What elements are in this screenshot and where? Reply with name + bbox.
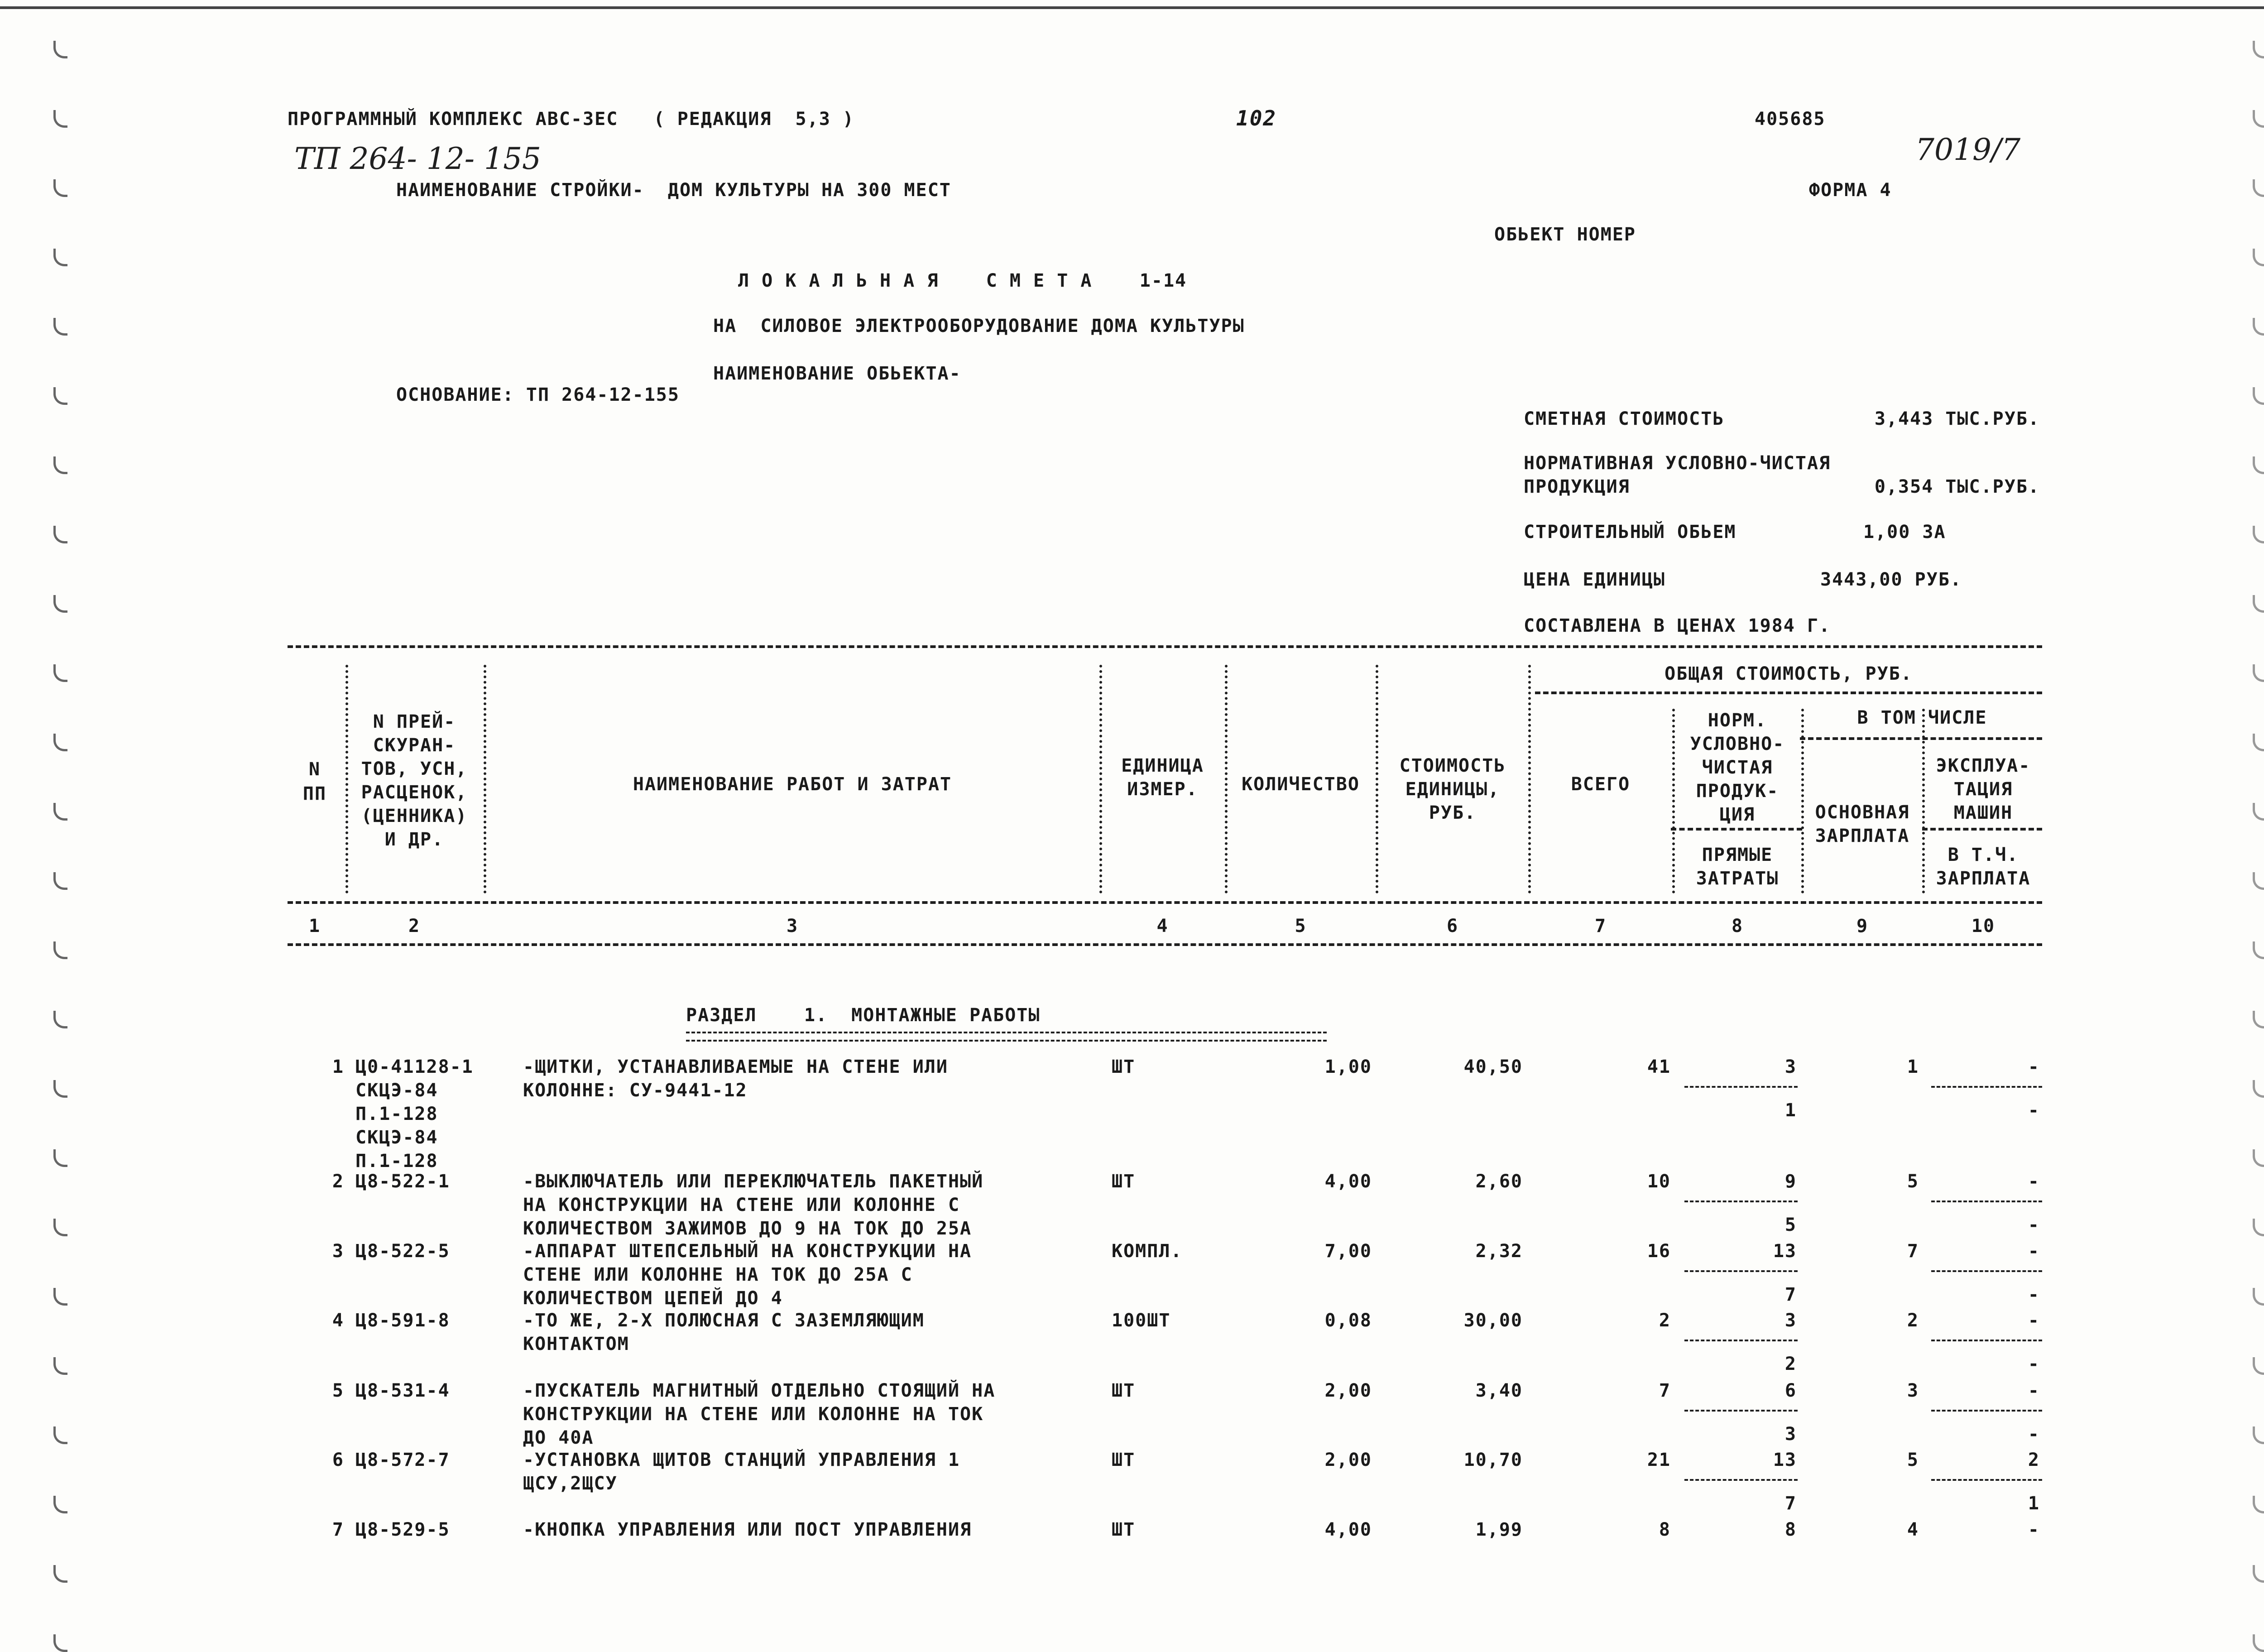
row-code: Ц8-531-4 [355, 1380, 450, 1401]
row-norm-production: 9 [1784, 1171, 1797, 1192]
row-sub-rule [1684, 1201, 1798, 1202]
section-underline [686, 1032, 1327, 1042]
object-name: НАИМЕНОВАНИЕ ОБЬЕКТА- [713, 363, 961, 384]
perforation-hole [2253, 249, 2264, 266]
row-total: 41 [1647, 1057, 1671, 1077]
perforation-hole [53, 664, 67, 682]
perforation-hole [2253, 41, 2264, 58]
perforation-hole [2253, 456, 2264, 474]
column-number: 4 [1156, 916, 1169, 936]
column-number: 1 [308, 916, 321, 936]
perforation-hole [2253, 595, 2264, 613]
perforation-hole [2253, 110, 2264, 128]
perforation-hole [53, 1565, 67, 1583]
perforation-hole [53, 803, 67, 821]
row-quantity: 0,08 [1324, 1310, 1372, 1331]
row-machinery-wage: - [2028, 1284, 2040, 1305]
row-work-name: -УСТАНОВКА ЩИТОВ СТАНЦИЙ УПРАВЛЕНИЯ 1 ЩСУ,2ЩСУ [523, 1450, 960, 1494]
row-sub-rule [1931, 1086, 2042, 1088]
perforation-hole [53, 1496, 67, 1513]
row-number: 3 [332, 1241, 344, 1262]
perforation-hole [2253, 1357, 2264, 1375]
perforation-hole [53, 595, 67, 613]
paper-top-edge [0, 6, 2264, 9]
perforation-hole [53, 1634, 67, 1652]
normative-production-label: НОРМАТИВНАЯ УСЛОВНО-ЧИСТАЯ [1524, 453, 1831, 474]
row-base-wage: 7 [1907, 1241, 1919, 1262]
row-unit-cost: 40,50 [1463, 1057, 1523, 1077]
col-header-unit: ЕДИНИЦА ИЗМЕР. [1121, 755, 1204, 800]
column-number: 9 [1856, 916, 1869, 936]
perforation-hole [53, 1149, 67, 1167]
perforation-hole [2253, 526, 2264, 543]
perforation-hole [2253, 872, 2264, 890]
row-sub-rule [1684, 1086, 1798, 1088]
perforation-hole [2253, 1426, 2264, 1444]
column-number: 10 [1971, 916, 1995, 936]
row-total: 21 [1647, 1450, 1671, 1470]
row-work-name: -ПУСКАТЕЛЬ МАГНИТНЫЙ ОТДЕЛЬНО СТОЯЩИЙ НА КОНСТРУКЦИИ НА СТЕНЕ ИЛИ КОЛОННЕ НА ТОК ДО 40А [523, 1380, 996, 1448]
row-machinery: - [2028, 1241, 2040, 1262]
column-number: 2 [408, 916, 421, 936]
col-header-unit-cost: СТОИМОСТЬ ЕДИНИЦЫ, РУБ. [1399, 755, 1506, 823]
perforation-hole [2253, 664, 2264, 682]
row-norm-production: 6 [1784, 1380, 1797, 1401]
perforation-hole [53, 318, 67, 336]
column-number: 6 [1446, 916, 1459, 936]
row-sub-rule [1931, 1340, 2042, 1341]
row-quantity: 2,00 [1324, 1380, 1372, 1401]
perforation-hole [53, 1288, 67, 1306]
row-direct-costs: 3 [1784, 1424, 1797, 1445]
row-sub-rule [1931, 1410, 2042, 1412]
row-base-wage: 2 [1907, 1310, 1919, 1331]
perforation-hole [53, 110, 67, 128]
program-line: ПРОГРАММНЫЙ КОМПЛЕКС АВС-3ЕС ( РЕДАКЦИЯ 5,3 ) [288, 109, 854, 130]
col-header-norm-production: НОРМ. УСЛОВНО- ЧИСТАЯ ПРОДУК- ЦИЯ [1690, 710, 1785, 825]
row-unit: 100ШТ [1112, 1310, 1171, 1331]
row-machinery-wage: - [2028, 1354, 2040, 1374]
col-header-machinery-wage: В Т.Ч. ЗАРПЛАТА [1936, 845, 2031, 889]
row-unit: ШТ [1112, 1171, 1136, 1192]
row-unit: ШТ [1112, 1450, 1136, 1470]
row-code: Ц8-522-5 [355, 1241, 450, 1262]
perforation-hole [53, 41, 67, 58]
row-total: 8 [1659, 1519, 1671, 1540]
col-header-code: N ПРЕЙ- СКУРАН- ТОВ, УСН, РАСЦЕНОК, (ЦЕННИКА) И ДР. [361, 711, 468, 850]
perforation-hole [53, 1357, 67, 1375]
row-quantity: 7,00 [1324, 1241, 1372, 1262]
row-sub-rule [1931, 1270, 2042, 1272]
document-subtitle: НА СИЛОВОЕ ЭЛЕКТРООБОРУДОВАНИЕ ДОМА КУЛЬТУРЫ [713, 316, 1245, 336]
col-header-including: В ТОМ ЧИСЛЕ [1857, 707, 1987, 728]
row-base-wage: 3 [1907, 1380, 1919, 1401]
incl-rule [1800, 737, 2042, 740]
estimated-cost-value: 3,443 ТЫС.РУБ. [1874, 408, 2040, 429]
row-code: Ц8-529-5 [355, 1519, 450, 1540]
perforation-hole [53, 387, 67, 405]
perforation-hole [2253, 1149, 2264, 1167]
row-machinery: - [2028, 1380, 2040, 1401]
column-separator [484, 665, 486, 893]
perforation-hole [2253, 1219, 2264, 1236]
row-base-wage: 5 [1907, 1450, 1919, 1470]
row-sub-rule [1684, 1340, 1798, 1341]
row-number: 1 [332, 1057, 344, 1077]
row-unit: ШТ [1112, 1380, 1136, 1401]
row-number: 2 [332, 1171, 344, 1192]
perforation-hole [2253, 1011, 2264, 1028]
row-machinery-wage: - [2028, 1215, 2040, 1235]
object-number: ОБЬЕКТ НОМЕР [1494, 224, 1636, 245]
column-number: 7 [1594, 916, 1607, 936]
perforation-hole [53, 526, 67, 543]
perforation-hole [53, 1080, 67, 1098]
perforation-hole [53, 249, 67, 266]
construction-name: НАИМЕНОВАНИЕ СТРОЙКИ- ДОМ КУЛЬТУРЫ НА 300 МЕСТ [396, 180, 951, 201]
row-code: Ц8-572-7 [355, 1450, 450, 1470]
norm-sub-rule [1671, 828, 1802, 831]
row-work-name: -ТО ЖЕ, 2-Х ПОЛЮСНАЯ С ЗАЗЕМЛЯЮЩИМ КОНТАКТОМ [523, 1310, 925, 1354]
row-unit: ШТ [1112, 1519, 1136, 1540]
header-bottom-rule [288, 901, 2042, 904]
row-direct-costs: 5 [1784, 1215, 1797, 1235]
col-header-number: N ПП [302, 759, 327, 804]
row-direct-costs: 7 [1784, 1493, 1797, 1514]
col-header-total-cost: ОБЩАЯ СТОИМОСТЬ, РУБ. [1664, 663, 1913, 684]
row-code: Ц8-522-1 [355, 1171, 450, 1192]
column-numbers-rule [288, 943, 2042, 946]
building-volume-label: СТРОИТЕЛЬНЫЙ ОБЬЕМ [1524, 522, 1736, 543]
page-number: 102 [1236, 106, 1277, 130]
perforation-hole [53, 1219, 67, 1236]
unit-price-label: ЦЕНА ЕДИНИЦЫ [1524, 569, 1665, 590]
row-unit-cost: 2,60 [1475, 1171, 1523, 1192]
row-total: 7 [1659, 1380, 1671, 1401]
perforation-hole [2253, 179, 2264, 197]
perforation-hole [2253, 1288, 2264, 1306]
perforation-hole [53, 456, 67, 474]
row-norm-production: 13 [1773, 1241, 1797, 1262]
perforation-hole [2253, 1565, 2264, 1583]
perforation-hole [2253, 1634, 2264, 1652]
row-work-name: -ЩИТКИ, УСТАНАВЛИВАЕМЫЕ НА СТЕНЕ ИЛИ КОЛОННЕ: СУ-9441-12 [523, 1057, 948, 1101]
row-norm-production: 3 [1784, 1310, 1797, 1331]
row-machinery-wage: 1 [2028, 1493, 2040, 1514]
row-code: Ц8-591-8 [355, 1310, 450, 1331]
perforation-hole [2253, 318, 2264, 336]
col-header-quantity: КОЛИЧЕСТВО [1242, 774, 1360, 795]
col-header-base-wage: ОСНОВНАЯ ЗАРПЛАТА [1815, 802, 1910, 846]
unit-price-value: 3443,00 РУБ. [1820, 569, 1962, 590]
col-header-name: НАИМЕНОВАНИЕ РАБОТ И ЗАТРАТ [633, 774, 952, 795]
column-number: 5 [1295, 916, 1307, 936]
row-quantity: 1,00 [1324, 1057, 1372, 1077]
col-header-machinery: ЭКСПЛУА- ТАЦИЯ МАШИН [1936, 755, 2031, 823]
perforation-hole [53, 872, 67, 890]
document-title: Л О К А Л Ь Н А Я С М Е Т А 1-14 [738, 270, 1187, 291]
estimated-cost-label: СМЕТНАЯ СТОИМОСТЬ [1524, 408, 1725, 429]
row-machinery: - [2028, 1171, 2040, 1192]
handwritten-project-code: ТП 264- 12- 155 [294, 141, 542, 176]
row-sub-rule [1684, 1270, 1798, 1272]
row-base-wage: 4 [1907, 1519, 1919, 1540]
table-top-rule [288, 645, 2042, 648]
row-work-name: -ВЫКЛЮЧАТЕЛЬ ИЛИ ПЕРЕКЛЮЧАТЕЛЬ ПАКЕТНЫЙ НА КОНСТРУКЦИИ НА СТЕНЕ ИЛИ КОЛОННЕ С КОЛИЧЕСТВОМ ЗАЖИМОВ ДО 9 НА ТОК ДО 25А [523, 1171, 984, 1239]
perforation-hole [53, 734, 67, 751]
perforation-hole [53, 179, 67, 197]
row-machinery-wage: - [2028, 1100, 2040, 1121]
row-machinery: - [2028, 1519, 2040, 1540]
column-separator [1099, 665, 1102, 893]
row-base-wage: 5 [1907, 1171, 1919, 1192]
row-unit-cost: 10,70 [1463, 1450, 1523, 1470]
perforation-hole [2253, 734, 2264, 751]
row-unit-cost: 1,99 [1475, 1519, 1523, 1540]
col-header-total: ВСЕГО [1571, 774, 1631, 795]
perforation-hole [2253, 941, 2264, 959]
perforation-hole [53, 1426, 67, 1444]
row-sub-rule [1931, 1479, 2042, 1481]
row-total: 16 [1647, 1241, 1671, 1262]
row-unit: ШТ [1112, 1057, 1136, 1077]
perforation-hole [2253, 1080, 2264, 1098]
mach-sub-rule [1922, 828, 2042, 831]
row-direct-costs: 2 [1784, 1354, 1797, 1374]
row-number: 6 [332, 1450, 344, 1470]
column-separator [345, 665, 348, 893]
row-sub-rule [1931, 1201, 2042, 1202]
row-total: 2 [1659, 1310, 1671, 1331]
row-quantity: 2,00 [1324, 1450, 1372, 1470]
perforation-hole [53, 941, 67, 959]
row-base-wage: 1 [1907, 1057, 1919, 1077]
perforation-hole [2253, 1496, 2264, 1513]
row-total: 10 [1647, 1171, 1671, 1192]
row-norm-production: 8 [1784, 1519, 1797, 1540]
row-unit-cost: 3,40 [1475, 1380, 1523, 1401]
row-number: 4 [332, 1310, 344, 1331]
row-norm-production: 3 [1784, 1057, 1797, 1077]
column-number: 8 [1731, 916, 1744, 936]
column-number: 3 [786, 916, 799, 936]
row-code: Ц0-41128-1 СКЦЭ-84 П.1-128 СКЦЭ-84 П.1-128 [355, 1057, 474, 1172]
basis: ОСНОВАНИЕ: ТП 264-12-155 [396, 384, 680, 405]
normative-production-value: 0,354 ТЫС.РУБ. [1874, 476, 2040, 497]
price-level-note: СОСТАВЛЕНА В ЦЕНАХ 1984 Г. [1524, 615, 1831, 636]
row-unit-cost: 30,00 [1463, 1310, 1523, 1331]
row-work-name: -КНОПКА УПРАВЛЕНИЯ ИЛИ ПОСТ УПРАВЛЕНИЯ [523, 1519, 972, 1540]
section-heading: РАЗДЕЛ 1. МОНТАЖНЫЕ РАБОТЫ [686, 1005, 1041, 1026]
total-cost-rule [1535, 692, 2042, 694]
document-number: 405685 [1755, 109, 1826, 130]
perforation-hole [53, 1011, 67, 1028]
row-unit: КОМПЛ. [1112, 1241, 1183, 1262]
row-direct-costs: 7 [1784, 1284, 1797, 1305]
row-unit-cost: 2,32 [1475, 1241, 1523, 1262]
row-direct-costs: 1 [1784, 1100, 1797, 1121]
col-header-direct-costs: ПРЯМЫЕ ЗАТРАТЫ [1696, 845, 1779, 889]
row-work-name: -АППАРАТ ШТЕПСЕЛЬНЫЙ НА КОНСТРУКЦИИ НА СТЕНЕ ИЛИ КОЛОННЕ НА ТОК ДО 25А С КОЛИЧЕСТВОМ ЦЕПЕЙ ДО 4 [523, 1241, 972, 1309]
handwritten-reference: 7019/7 [1915, 132, 2021, 167]
normative-production-label-2: ПРОДУКЦИЯ [1524, 476, 1630, 497]
row-quantity: 4,00 [1324, 1519, 1372, 1540]
row-norm-production: 13 [1773, 1450, 1797, 1470]
perforation-hole [2253, 387, 2264, 405]
row-sub-rule [1684, 1410, 1798, 1412]
row-machinery: - [2028, 1310, 2040, 1331]
form-number: ФОРМА 4 [1809, 180, 1892, 201]
row-machinery: - [2028, 1057, 2040, 1077]
perforation-hole [2253, 803, 2264, 821]
row-sub-rule [1684, 1479, 1798, 1481]
building-volume-value: 1,00 ЗА [1863, 522, 1946, 543]
row-machinery-wage: - [2028, 1424, 2040, 1445]
row-quantity: 4,00 [1324, 1171, 1372, 1192]
row-number: 7 [332, 1519, 344, 1540]
row-number: 5 [332, 1380, 344, 1401]
row-machinery: 2 [2028, 1450, 2040, 1470]
